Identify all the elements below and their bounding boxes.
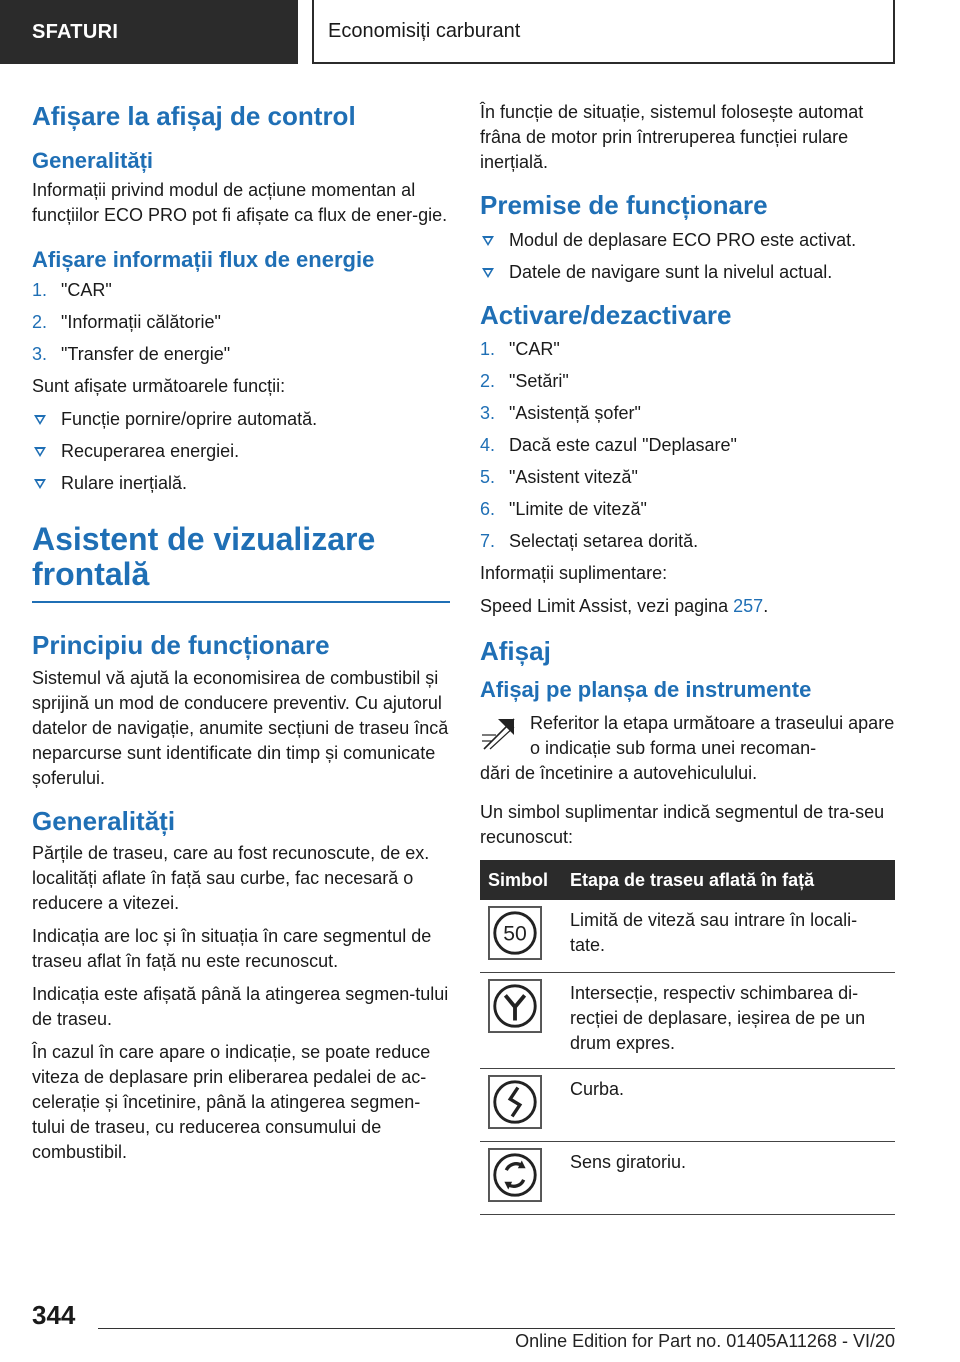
paragraph-speed-limit: Speed Limit Assist, vezi pagina 257. [480, 596, 769, 616]
heading-activate: Activare/dezactivare [480, 299, 732, 330]
heading-forward-assistant: Asistent de vizualizare frontală [32, 522, 450, 604]
list-item: 3. "Transfer de energie" [32, 343, 231, 364]
table-row [480, 1142, 895, 1215]
page-link[interactable]: 257 [733, 596, 764, 616]
paragraph-symbol: Un simbol suplimentar indică segmentul de tra-seu recunoscut: [480, 802, 885, 847]
svg-text:50: 50 [503, 922, 527, 946]
slow-down-recommendation-icon [480, 715, 518, 753]
list-item: Datele de navigare sunt la nivelul actual. [480, 260, 898, 285]
triangle-bullet-icon [482, 236, 494, 246]
stage-description: Intersecție, respectiv schimbarea di-recției de deplasare, ieșirea de pe un drum expres. [562, 973, 895, 1069]
triangle-bullet-icon [34, 479, 46, 489]
heading-principle: Principiu de funcționare [32, 630, 330, 661]
table-row [480, 1069, 895, 1142]
steps-energy-flow [32, 278, 450, 367]
heading-instrument-cluster: Afișaj pe planșa de instrumente [480, 676, 812, 702]
edition-info: Online Edition for Part no. 01405A11268 - VI/20 [515, 1331, 895, 1351]
roundabout-icon [488, 1148, 542, 1202]
heading-general: Generalități [32, 147, 154, 173]
curve-icon [488, 1075, 542, 1129]
paragraph-general-2c: Indicația este afișată până la atingerea segmen-tului de traseu. [32, 984, 449, 1030]
page-header [0, 0, 960, 66]
paragraph-additional-info: Informații suplimentare: [480, 563, 668, 583]
heading-general-2: Generalități [32, 805, 176, 836]
list-item: 2. "Informații călătorie" [32, 311, 221, 332]
list-item: 6. "Limite de viteză" [480, 499, 647, 519]
list-item: Modul de deplasare ECO PRO este activat. [480, 228, 898, 253]
list-item: 2. "Setări" [480, 371, 569, 391]
list-item: Recuperarea energiei. [32, 439, 450, 464]
list-item: 3. "Asistență șofer" [480, 403, 641, 423]
bullets-functions [32, 407, 450, 496]
list-item: 1. "CAR" [32, 279, 112, 300]
steps-activate [480, 337, 898, 554]
speed-limit-50-icon [488, 906, 542, 960]
stage-description: Sens giratoriu. [562, 1142, 895, 1215]
right-column [480, 100, 898, 1215]
triangle-bullet-icon [34, 447, 46, 457]
triangle-bullet-icon [482, 268, 494, 278]
table-row [480, 900, 895, 973]
triangle-bullet-icon [34, 415, 46, 425]
footer-divider [98, 1328, 895, 1329]
list-item: Rulare inerțială. [32, 471, 450, 496]
heading-energy-flow: Afișare informații flux de energie [32, 247, 375, 272]
table-row [480, 973, 895, 1069]
stage-description: Limită de viteză sau intrare în locali-tate. [562, 900, 895, 973]
paragraph-principle: Sistemul vă ajută la economisirea de combustibil și sprijină un mod de conducere preventiv. Cu ajutorul datelor de navigație, anumite secțiuni de traseu încă neparcurse sunt identificate din timp și comunicate șoferului. [32, 667, 449, 788]
heading-display: Afișaj [480, 636, 551, 666]
list-item: 4. Dacă este cazul "Deplasare" [480, 435, 737, 455]
chapter-title: Economisiți carburant [312, 0, 895, 64]
section-title: SFATURI [0, 0, 298, 64]
heading-display-control: Afișare la afișaj de control [32, 101, 356, 131]
paragraph-general-2b: Indicația are loc și în situația în care segmentul de traseu aflat în față nu este recunoscut. [32, 926, 432, 972]
paragraph-general: Informații privind modul de acțiune momentan al funcțiilor ECO PRO pot fi afișate ca flux de ener-gie. [32, 180, 448, 225]
heading-prerequisites: Premise de funcționare [480, 190, 768, 220]
paragraph-functions: Sunt afișate următoarele funcții: [32, 375, 286, 396]
column-header-stage: Etapa de traseu aflată în față [562, 860, 895, 900]
symbol-table [480, 860, 895, 1215]
column-header-symbol: Simbol [480, 860, 562, 900]
paragraph-intro: În funcție de situație, sistemul folosește automat frâna de motor prin întreruperea funcției rulare inerțială. [480, 102, 864, 172]
list-item: 7. Selectați setarea dorită. [480, 531, 699, 551]
list-item: 5. "Asistent viteză" [480, 467, 638, 487]
list-item: 1. "CAR" [480, 339, 560, 359]
paragraph-general-2a: Părțile de traseu, care au fost recunoscute, de ex. localități aflate în față sau curbe, fac necesară o reducere a vitezei. [32, 843, 430, 914]
intersection-icon [488, 979, 542, 1033]
bullets-prerequisites [480, 228, 898, 285]
left-column [32, 100, 450, 1173]
table-header-row [480, 860, 895, 900]
list-item: Funcție pornire/oprire automată. [32, 407, 450, 432]
stage-description: Curba. [562, 1069, 895, 1142]
page-number: 344 [32, 1300, 76, 1330]
paragraph-general-2d: În cazul în care apare o indicație, se poate reduce viteza de deplasare prin eliberarea pedalei de ac-celerație și încetinire, până la atingerea segmen-tului de traseu, cu reducerea consumului de combustibil. [32, 1042, 431, 1163]
paragraph-reference: Referitor la etapa următoare a traseului apare o indicație sub forma unei recoman- dări de încetinire a autovehiculului. [480, 713, 895, 783]
